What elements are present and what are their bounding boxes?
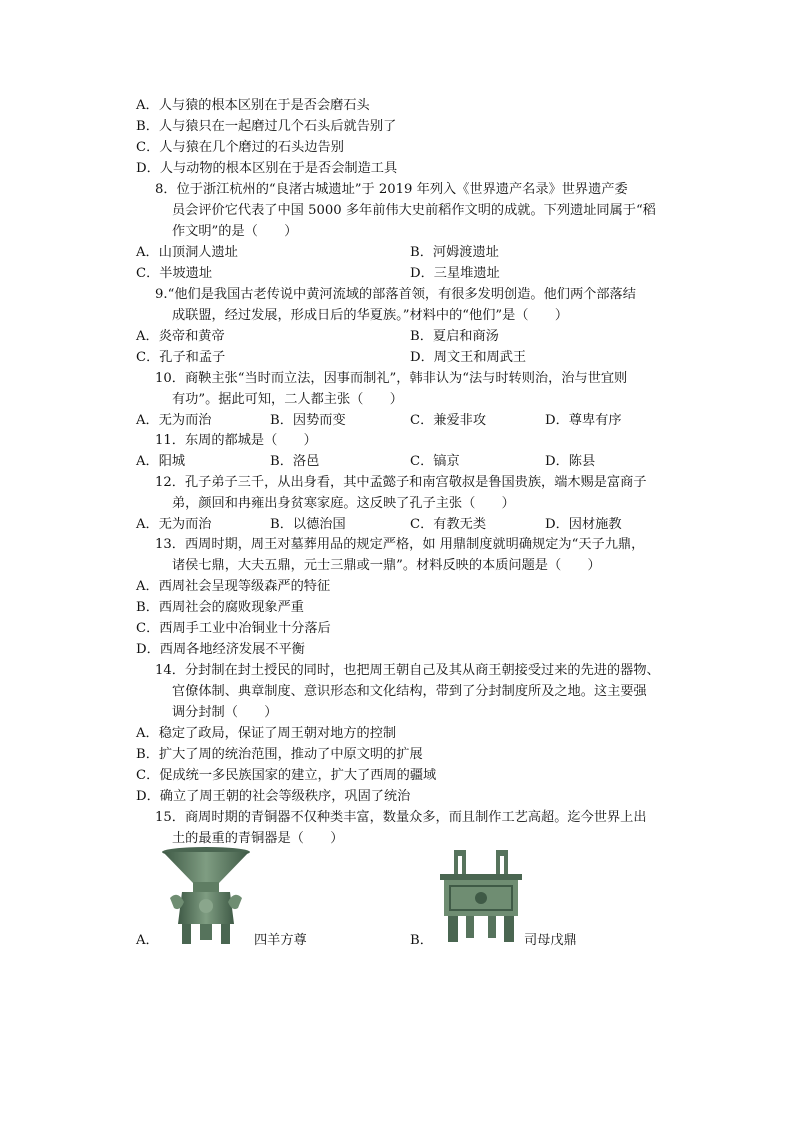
q8-option-a[interactable]: A．山顶洞人遗址 — [136, 245, 238, 260]
q9-option-b[interactable]: B．夏启和商汤 — [410, 329, 499, 344]
q8-stem-line-3: 作文明”的是（ ） — [172, 224, 298, 239]
q14-option-a[interactable]: A．稳定了政局，保证了周王朝对地方的控制 — [136, 726, 397, 741]
q8-option-c[interactable]: C．半坡遗址 — [136, 266, 213, 281]
q8-option-d[interactable]: D．三星堆遗址 — [410, 266, 500, 281]
q15-stem-line-1: 15．商周时期的青铜器不仅种类丰富，数量众多，而且制作工艺高超。迄今世界上出 — [155, 810, 647, 825]
q9-stem-line-1: 9.“他们是我国古老传说中黄河流域的部落首领，有很多发明创造。他们两个部落结 — [155, 287, 636, 302]
q11-option-c[interactable]: C．镐京 — [410, 454, 460, 469]
prev-option-d[interactable]: D．人与动物的根本区别在于是否会制造工具 — [136, 161, 398, 176]
simuwu-ding-image — [436, 846, 526, 946]
q14-option-d[interactable]: D．确立了周王朝的社会等级秩序，巩固了统治 — [136, 789, 411, 804]
q12-option-a[interactable]: A．无为而治 — [136, 517, 212, 532]
q10-option-d[interactable]: D．尊卑有序 — [545, 413, 622, 428]
q14-stem-line-2: 官僚体制、典章制度、意识形态和文化结构，带到了分封制度所及之地。这主要强 — [172, 684, 647, 699]
q11-stem-line-1: 11．东周的都城是（ ） — [155, 433, 317, 448]
q14-option-b[interactable]: B．扩大了周的统治范围，推动了中原文明的扩展 — [136, 747, 423, 762]
q12-option-d[interactable]: D．因材施教 — [545, 517, 622, 532]
q15-option-a-letter[interactable]: A． — [136, 933, 159, 948]
q12-stem-line-1: 12．孔子弟子三千，从出身看，其中孟懿子和南宫敬叔是鲁国贵族，端木赐是富商子 — [155, 475, 647, 490]
q14-stem-line-3: 调分封制（ ） — [172, 705, 278, 720]
q12-stem-line-2: 弟，颜回和冉雍出身贫寒家庭。这反映了孔子主张（ ） — [172, 496, 515, 511]
q15-option-b-caption: 司母戊鼎 — [524, 933, 577, 948]
q15-option-a-caption: 四羊方尊 — [254, 933, 307, 948]
q13-option-a[interactable]: A．西周社会呈现等级森严的特征 — [136, 579, 331, 594]
four-ram-square-zun-image — [160, 846, 252, 946]
q10-option-b[interactable]: B．因势而变 — [270, 413, 346, 428]
q10-stem-line-1: 10．商鞅主张“当时而立法，因事而制礼”，韩非认为“法与时转则治，治与世宜则 — [155, 371, 628, 386]
q12-option-b[interactable]: B．以德治国 — [270, 517, 346, 532]
q13-option-c[interactable]: C．西周手工业中冶铜业十分落后 — [136, 621, 331, 636]
q10-option-a[interactable]: A．无为而治 — [136, 413, 212, 428]
q12-option-c[interactable]: C．有教无类 — [410, 517, 487, 532]
q8-option-b[interactable]: B．河姆渡遗址 — [410, 245, 499, 260]
q10-option-c[interactable]: C．兼爱非攻 — [410, 413, 487, 428]
q13-stem-line-1: 13．西周时期，周王对墓葬用品的规定严格，如 用鼎制度就明确规定为“天子九鼎， — [155, 537, 645, 552]
q14-option-c[interactable]: C．促成统一多民族国家的建立，扩大了西周的疆域 — [136, 768, 437, 783]
prev-option-c[interactable]: C．人与猿在几个磨过的石头边告别 — [136, 140, 344, 155]
q11-option-b[interactable]: B．洛邑 — [270, 454, 320, 469]
q11-option-d[interactable]: D．陈县 — [545, 454, 596, 469]
q15-stem-line-2: 土的最重的青铜器是（ ） — [172, 831, 344, 846]
prev-option-b[interactable]: B．人与猿只在一起磨过几个石头后就告别了 — [136, 119, 397, 134]
q9-option-a[interactable]: A．炎帝和黄帝 — [136, 329, 225, 344]
q10-stem-line-2: 有功”。据此可知，二人都主张（ ） — [172, 392, 403, 407]
q13-option-b[interactable]: B．西周社会的腐败现象严重 — [136, 600, 304, 615]
q9-option-c[interactable]: C．孔子和孟子 — [136, 350, 226, 365]
q15-option-b-letter[interactable]: B． — [410, 933, 433, 948]
q14-stem-line-1: 14．分封制在封土授民的同时，也把周王朝自己及其从商王朝接受过来的先进的器物、 — [155, 663, 660, 678]
prev-option-a[interactable]: A．人与猿的根本区别在于是否会磨石头 — [136, 98, 370, 113]
q11-option-a[interactable]: A．阳城 — [136, 454, 186, 469]
q9-stem-line-2: 成联盟，经过发展，形成日后的华夏族。”材料中的“他们”是（ ） — [172, 308, 569, 323]
q13-option-d[interactable]: D．西周各地经济发展不平衡 — [136, 642, 305, 657]
q8-stem-line-1: 8．位于浙江杭州的“良渚古城遗址”于 2019 年列入《世界遗产名录》世界遗产委 — [155, 182, 628, 197]
q8-stem-line-2: 员会评价它代表了中国 5000 多年前伟大史前稻作文明的成就。下列遗址同属于“稻 — [172, 203, 656, 218]
q9-option-d[interactable]: D．周文王和周武王 — [410, 350, 527, 365]
q13-stem-line-2: 诸侯七鼎，大夫五鼎，元士三鼎或一鼎”。材料反映的本质问题是（ ） — [172, 558, 601, 573]
